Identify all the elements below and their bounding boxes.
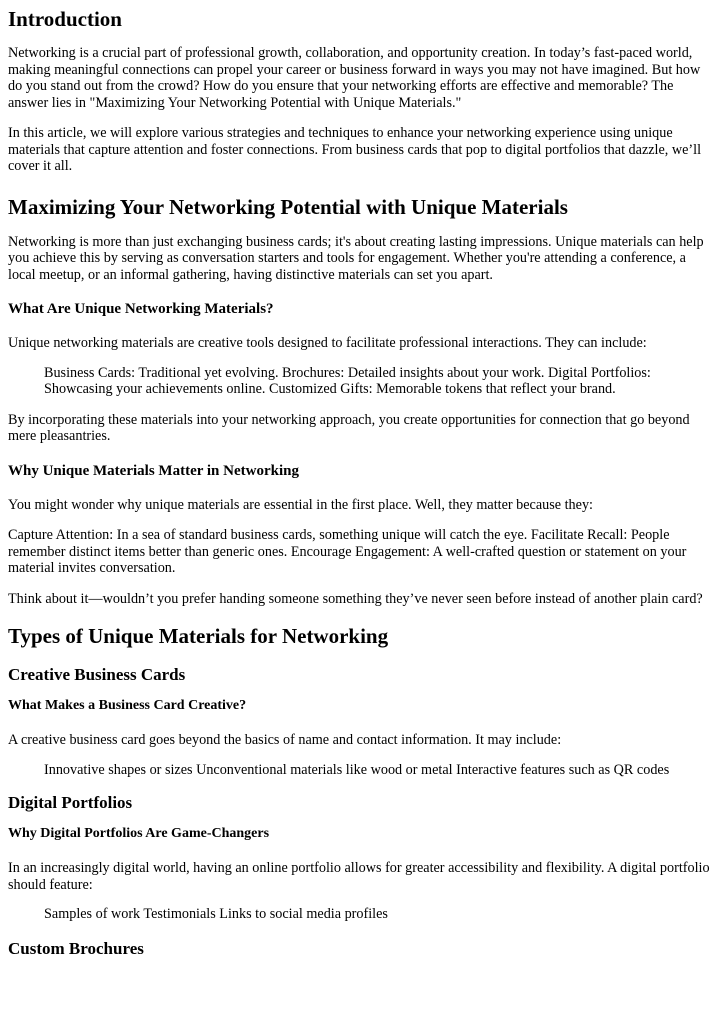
subheading-business-card-creative: What Makes a Business Card Creative? [8,698,247,713]
portfolios-paragraph: In an increasingly digital world, having an online portfolio allows for greater accessibility and flexibility. A digital portfolio should feature: [8,860,710,893]
heading-digital-portfolios: Digital Portfolios [8,793,133,812]
why-matter-paragraph-3: Think about it—wouldn’t you prefer handing someone something they’ve never seen before instead of another plain card? [8,590,703,607]
what-are-paragraph-2: By incorporating these materials into your networking approach, you create opportunities for connection that go beyond mere pleasantries. [8,411,690,444]
article [0,7,720,959]
heading-introduction: Introduction [8,7,122,31]
what-are-paragraph-1: Unique networking materials are creative tools designed to facilitate professional interactions. They can include: [8,335,647,351]
why-matter-paragraph-2: Capture Attention: In a sea of standard business cards, something unique will catch the eye. Facilitate Recall: People remember distinct items better than generic ones. Encourage Engagement: A well-crafted question or statement on your material invites conversation. [8,527,687,576]
heading-types: Types of Unique Materials for Networking [8,624,389,648]
heading-custom-brochures: Custom Brochures [8,938,144,958]
business-cards-paragraph: A creative business card goes beyond the basics of name and contact information. It may include: [8,732,562,748]
heading-what-are: What Are Unique Networking Materials? [8,301,274,317]
maximizing-paragraph: Networking is more than just exchanging business cards; it's about creating lasting impressions. Unique materials can help you achieve this by serving as conversation starters and tools for engagement. Whether you're attending a conference, a local meetup, or an informal gathering, having distinctive materials can set you apart. [8,233,704,283]
subheading-portfolios-game-changers: Why Digital Portfolios Are Game-Changers [8,826,270,841]
intro-paragraph-1: Networking is a crucial part of professional growth, collaboration, and opportunity creation. In today’s fast-paced world, making meaningful connections can propel your career or business forward in ways you may not have imagined. But how do you stand out from the crowd? How do you ensure that your networking efforts are effective and memorable? The answer lies in "Maximizing Your Networking Potential with Unique Materials." [8,45,701,111]
heading-maximizing: Maximizing Your Networking Potential with Unique Materials [8,194,568,219]
heading-business-cards: Creative Business Cards [8,665,186,684]
heading-why-matter: Why Unique Materials Matter in Networking [8,462,299,479]
business-cards-list: Innovative shapes or sizes Unconventional materials like wood or metal Interactive features such as QR codes [44,761,670,778]
why-matter-paragraph-1: You might wonder why unique materials are essential in the first place. Well, they matter because they: [8,496,593,513]
what-are-list: Business Cards: Traditional yet evolving. Brochures: Detailed insights about your work. Digital Portfolios: Showcasing your achievements online. Customized Gifts: Memorable tokens that reflect your brand. [44,364,651,397]
portfolios-list: Samples of work Testimonials Links to social media profiles [44,906,388,922]
intro-paragraph-2: In this article, we will explore various strategies and techniques to enhance your networking experience using unique materials that capture attention and foster connections. From business cards that pop to digital portfolios that dazzle, we’ll cover it all. [8,125,702,174]
